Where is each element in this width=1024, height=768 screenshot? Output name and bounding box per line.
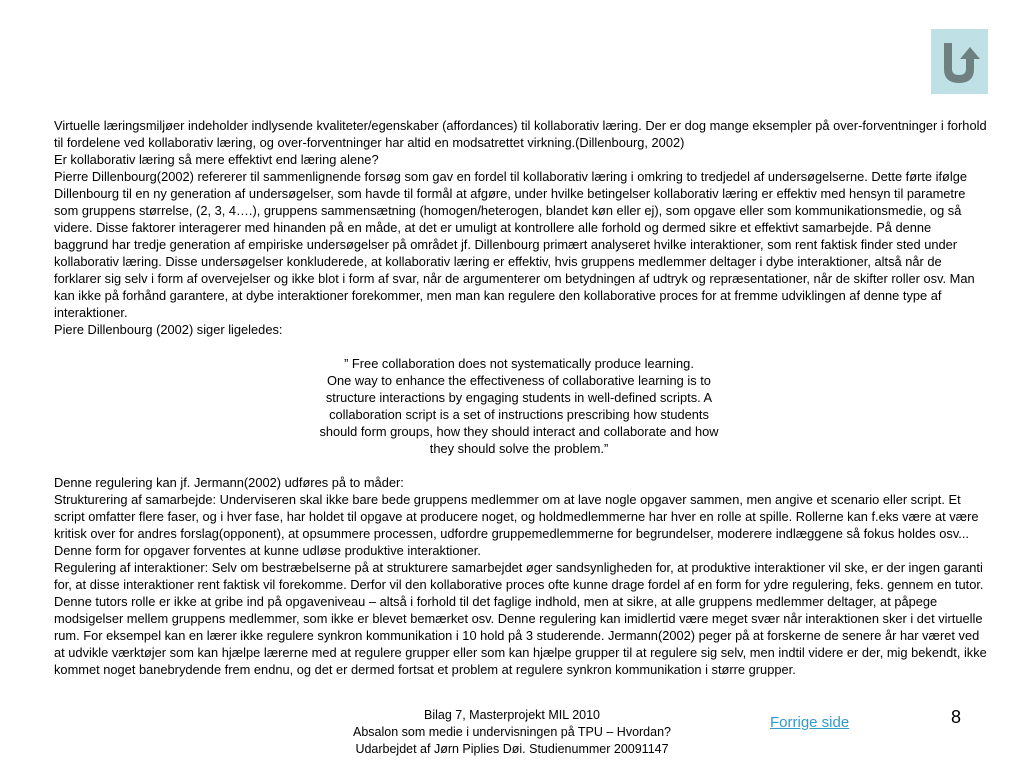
footer-line: Bilag 7, Masterprojekt MIL 2010 [423, 708, 600, 722]
footer-info [300, 707, 724, 758]
quote-line: should form groups, how they should interact and collaborate and how [319, 424, 719, 439]
back-button[interactable] [931, 29, 988, 94]
u-turn-arrow-icon [931, 29, 988, 94]
quote-block [299, 355, 739, 457]
paragraph: Er kollaborativ læring så mere effektivt end læring alene? [54, 152, 379, 167]
page-number: 8 [951, 707, 962, 727]
document-body [54, 117, 989, 678]
quote-line: ” Free collaboration does not systematically produce learning. [344, 356, 694, 371]
footer-line: Absalon som medie i undervisningen på TPU – Hvordan? [352, 725, 671, 739]
quote-line: they should solve the problem.” [429, 441, 609, 456]
paragraph: Virtuelle læringsmiljøer indeholder indlysende kvaliteter/egenskaber (affordances) til kollaborativ læring. Der er dog mange eksempler på over-forventninger i forhold til fordelene ved kollaborativ læring, og over-forventninger har altid en modsatrettet virkning.(Dillenbourg, 2002) [54, 118, 987, 150]
paragraph: Denne regulering kan jf. Jermann(2002) udføres på to måder: [54, 475, 404, 490]
paragraph: Regulering af interaktioner: Selv om bestræbelserne på at strukturere samarbejdet øger sandsynligheden for, at produktive interaktioner vil ske, er der ingen garanti for, at disse interaktioner rent faktisk vil forekomme. Derfor vil den kollaborative proces ofte kunne drage fordel af en form for ydre regulering, feks. gennem en tutor. Denne tutors rolle er ikke at gribe ind på opgaveniveau – altså i forhold til det faglige indhold, men at sikre, at alle gruppens medlemmer deltager, at påpege modsigelser mellem gruppens medlemmer, som ikke er blevet bemærket osv. Denne regulering kan imidlertid være meget svær når interaktionen sker i det virtuelle rum. For eksempel kan en lærer ikke regulere synkron kommunikation i 10 hold på 3 studerende. Jermann(2002) peger på at forskerne de senere år har været ved at udvikle værktøjer som kan hjælpe lærerne med at regulere grupper eller som kan hjælpe grupper til at regulere sig selv, men indtil videre er der, mig bekendt, ikke kommet noget banebrydende frem endnu, og det er dermed fortsat et problem at regulere synkron kommunikation i større grupper. [54, 560, 987, 677]
paragraph: Strukturering af samarbejde: Underviseren skal ikke bare bede gruppens medlemmer om at lave nogle opgaver sammen, men angive et scenario eller script. Et script omfatter flere faser, og i hver fase, har holdet til opgave at producere noget, og holdmedlemmerne har hver en rolle at spille. Rollerne kan f.eks være at være kritisk over for andres forslag(opponent), at opsummere processen, udfordre gruppemedlemmerne for begrundelser, moderere indlæggene så fokus holdes osv... Denne form for opgaver forventes at kunne udløse produktive interaktioner. [54, 492, 979, 558]
paragraph: Piere Dillenbourg (2002) siger ligeledes: [54, 322, 283, 337]
quote-line: One way to enhance the effectiveness of collaborative learning is to [327, 373, 711, 388]
quote-line: collaboration script is a set of instructions prescribing how students [329, 407, 709, 422]
footer-line: Udarbejdet af Jørn Piplies Døi. Studienummer 20091147 [355, 742, 669, 756]
previous-page-link[interactable]: Forrige side [770, 714, 850, 731]
paragraph: Pierre Dillenbourg(2002) refererer til sammenlignende forsøg som gav en fordel til kollaborativ læring i omkring to tredjedel af undersøgelserne. Dette førte ifølge Dillenbourg til en ny generation af undersøgelser, som havde til formål at afgøre, under hvilke betingelser kollaborativ læring er effektiv med hensyn til parametre som gruppens størrelse, (2, 3, 4….), gruppens sammensætning (homogen/heterogen, blandet køn eller ej), som opgave eller som kommunikationsmedie, og så videre. Disse faktorer interagerer med hinanden på en måde, at det er umuligt at kontrollere alle forhold og dermed sikre et effektivt samarbejde. På denne baggrund har tredje generation af empiriske undersøgelser på området jf. Dillenbourg primært analyseret hvilke interaktioner, som rent faktisk finder sted under kollaborativ læring. Disse undersøgelser konkluderede, at kollaborativ læring er effektiv, hvis gruppens medlemmer deltager i dybe interaktioner, altså når de forklarer sig selv i form af overvejelser og ikke blot i form af svar, når de argumenterer om betydningen af udtryk og repræsentationer, når de skifter roller osv. Man kan ikke på forhånd garantere, at dybe interaktioner forekommer, men man kan regulere den kollaborative proces for at fremme udviklingen af denne type af interaktioner. [54, 169, 975, 320]
quote-line: structure interactions by engaging students in well-defined scripts. A [325, 390, 713, 405]
